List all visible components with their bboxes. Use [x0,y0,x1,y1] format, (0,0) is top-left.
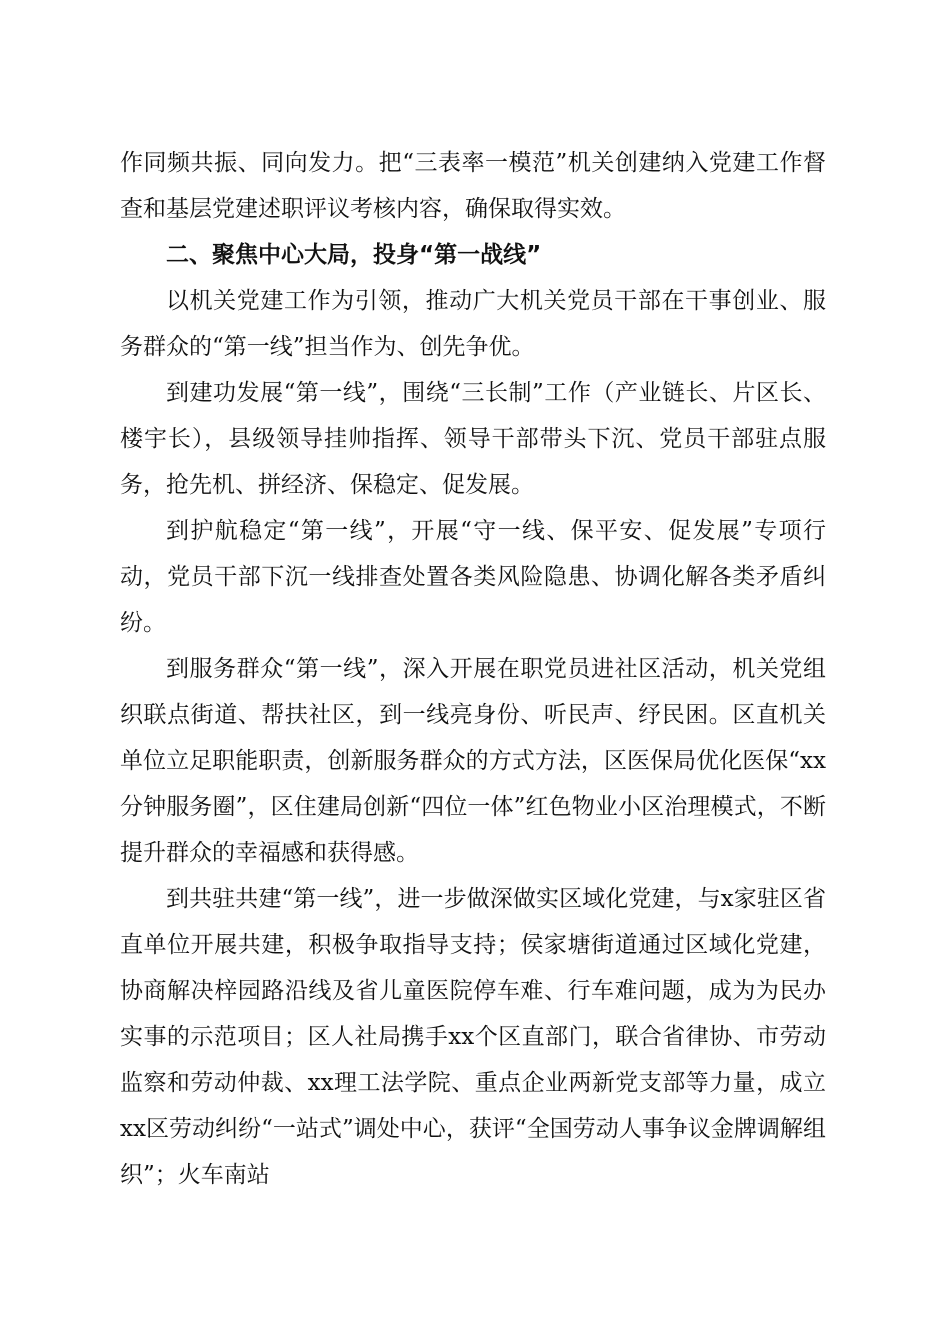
paragraph-intro: 以机关党建工作为引领，推动广大机关党员干部在干事创业、服务群众的“第一线”担当作为、创先争优。 [120,288,826,360]
paragraph-stability: 到护航稳定“第一线”，开展“守一线、保平安、促发展”专项行动，党员干部下沉一线排查处置各类风险隐患、协调化解各类矛盾纠纷。 [120,518,826,636]
paragraph-co-construction: 到共驻共建“第一线”，进一步做深做实区域化党建，与x家驻区省直单位开展共建，积极争取指导支持；侯家塘街道通过区域化党建，协商解决梓园路沿线及省儿童医院停车难、行车难问题，成为为民办实事的示范项目；区人社局携手xx个区直部门，联合省律协、市劳动监察和劳动仲裁、xx理工法学院、重点企业两新党支部等力量，成立xx区劳动纠纷“一站式”调处中心，获评“全国劳动人事争议金牌调解组织”；火车南站 [120,886,826,1188]
document-body [120,140,826,1198]
paragraph-development: 到建功发展“第一线”，围绕“三长制”工作（产业链长、片区长、楼宇长），县级领导挂帅指挥、领导干部带头下沉、党员干部驻点服务，抢先机、拼经济、保稳定、促发展。 [120,380,826,498]
section-heading: 二、聚焦中心大局，投身“第一战线” [166,242,542,268]
paragraph-continued: 作同频共振、同向发力。把“三表率一模范”机关创建纳入党建工作督查和基层党建述职评议考核内容，确保取得实效。 [120,150,826,222]
paragraph-service: 到服务群众“第一线”，深入开展在职党员进社区活动，机关党组织联点街道、帮扶社区，到一线亮身份、听民声、纾民困。区直机关单位立足职能职责，创新服务群众的方式方法，区医保局优化医保“xx分钟服务圈”，区住建局创新“四位一体”红色物业小区治理模式，不断提升群众的幸福感和获得感。 [120,656,826,866]
